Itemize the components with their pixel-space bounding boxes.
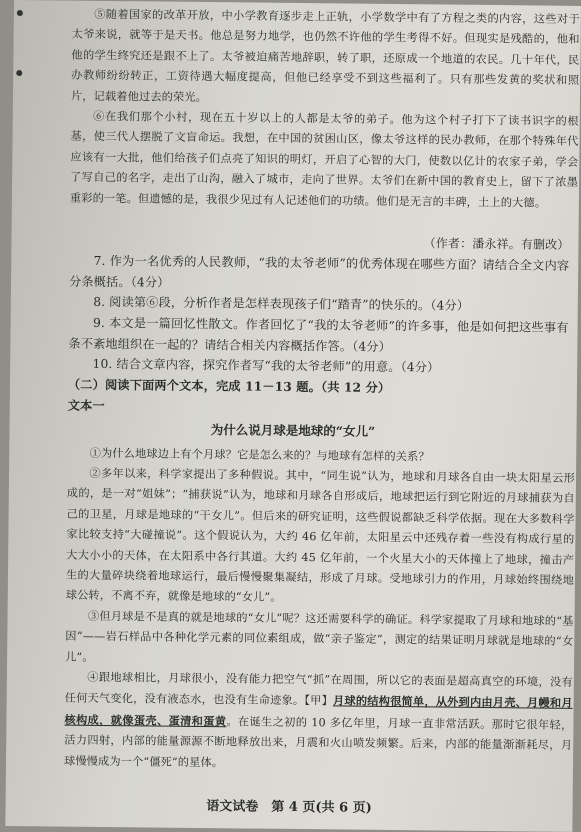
passage-two-paragraph-2: ②多年以来，科学家提出了多种假说。其中，“同生说”认为，地球和月球各自由一块太阳星云形成的，是一对“姐妹”；“捕获说”认为，地球和月球各自形成后，地球把运行到它附近的月球捕获为自己的卫星，月球是地球的“干女儿”。但后来的研究证明，这些假说都缺乏科学依据。现在大多数科学家比较支持“大碰撞说”。这个假说认为，大约 46 亿年前，太阳星云中还残存着一些没有构成行星的大大小小的天体，在太阳系中各行其道。大约 45 亿年前，一个火星大小的天体撞上了地球，撞击产生的大量碎块绕着地球运行，最后慢慢聚集凝结，形成了月球。受地球引力的作用，月球始终围绕地球公转，不离不弃，就像是地球的“女儿”。 (65, 466, 576, 605)
question-9: 9. 本文是一篇回忆性散文。作者回忆了“我的太爷老师”的许多事，他是如何把这些事有条不紊地组织在一起的？请结合相关内容概括作答。（4分） (68, 315, 569, 354)
passage-two-title: 为什么说月球是地球的“女儿” (210, 422, 376, 439)
passage-one-paragraph-6: ⑥在我们那个小村，现在五十岁以上的人都是太爷的弟子。他为这个村子打下了读书识字的根基，使三代人摆脱了文盲命运。我想，在中国的贫困山区，像太爷这样的民办教师，在那个特殊年代应该有一大批，他们给孩子们点亮了知识的明灯，开启了心智的大门，使数以亿计的农家子弟，学会了写自己的名字，走出了山沟，融入了城市，走向了世界。太爷们在新中国的教育史上，留下了浓墨重彩的一笔。但遗憾的是，我很少见过有人记述他们的功绩。他们是无言的丰碑，土上的大德。 (69, 109, 579, 210)
passage-two-paragraph-4 (64, 668, 573, 777)
paragraph-4-rest: 。在诞生之初的 10 多亿年里，月球一直非常活跃。那时它很年轻，活力四射，内部的能量源源不断地释放出来，月震和火山喷发频繁。后来，内部的能量渐渐耗尽，月球慢慢成为一个“僵死”的星体。 (63, 715, 573, 769)
passage-two-paragraph-1: ①为什么地球边上有个月球？它是怎么来的？与地球有怎样的关系？ (89, 446, 430, 464)
text-one-label: 文本一 (67, 398, 105, 413)
exam-page (5, 0, 581, 832)
page-footer: 语文试卷 第 4 页(共 6 页) (206, 799, 372, 816)
question-8: 8. 阅读第⑥段，分析作者是怎样表现孩子们“踏青”的快乐的。（4分） (93, 294, 470, 313)
question-10: 10. 结合文章内容，探究作者写“我的太爷老师”的用意。（4分） (92, 356, 440, 375)
question-7: 7. 作为一名优秀的人民教师，“我的太爷老师”的优秀体现在哪些方面？请结合全文内容分条概括。（4分） (68, 253, 570, 290)
binding-hole (16, 70, 22, 76)
passage-two-paragraph-3: ③但月球是不是真的就是地球的“女儿”呢？这还需要科学的确证。科学家提取了月球和地球的“基因”——岩石样品中各种化学元素的同位素组成，做“亲子鉴定”，测定的结果证明月球就是地球的“女儿”。 (65, 609, 574, 664)
binding-hole (17, 10, 23, 16)
paragraph-4-lead: ④跟地球相比，月球很小，没有能力把空气“抓”在周围，所以它的表面是超高真空的环境，没有任何天气变化，没有液态水，也没有生命迹象。【甲】 (64, 670, 573, 708)
section-heading: （二）阅读下面两个文本，完成 11－13 题。（共 12 分） (67, 377, 391, 395)
passage-one-paragraph-5: ⑤随着国家的改革开放，中小学教育逐步走上正轨，小学数学中有了方程之类的内容，这些对于太爷来说，就等于是天书。他总是努力地学，也仍然不许他的学生考得不好。但现实是残酷的，他和他的学生终究还是跟不上了。太爷被迫痛苦地辞职，转了职，还原成一个地道的农民。几十年代，民办教师纷纷转正，工资待遇大幅度提高，但他已经享受不到这些福利了。只有那些发黄的奖状和照片，记载着他过去的荣光。 (70, 7, 580, 104)
underlined-sentence: 月球的结构很简单，从外到内由月壳、月幔和月核构成，就像蛋壳、蛋清和蛋黄 (64, 693, 573, 729)
passage-one-attribution: （作者：潘永祥。有删改） (423, 236, 570, 252)
